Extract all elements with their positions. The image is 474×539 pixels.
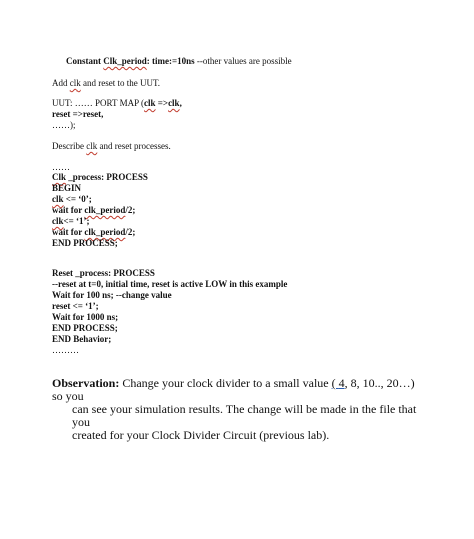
clk-word: clk [86,141,98,151]
wait-100-line: Wait for 100 ns; --change value [52,290,172,300]
reset-map-line: reset =>reset, [52,109,104,119]
constant-line [66,56,292,67]
reset-comment-line: --reset at t=0, initial time, reset is active LOW in this example [52,279,288,289]
clk-word: clk [168,98,180,108]
clk-process-header: Clk _process: PROCESS [52,172,148,182]
dots-line: …… [52,162,70,172]
reset-assign-line: reset <= ‘1’; [52,301,99,311]
clk-period-word: Clk_period [103,56,147,66]
uut-line: UUT: …… PORT MAP (clk =>clk, [52,98,182,108]
const-value: : time:=10ns [146,56,195,66]
clk-assign-1: clk<= ‘1’; [52,216,90,226]
begin-line: BEGIN [52,183,82,193]
observation-paragraph: Observation: Change your clock divider to a small value ( 4, 8, 10.., 20…) so you can see your simulation results. The change will be made in the file that you created for your Clock Divider Circuit (previous lab). [52,377,424,442]
wait-1000-line: Wait for 1000 ns; [52,312,119,322]
end-process-line: END PROCESS; [52,323,118,333]
reset-process-header: Reset _process: PROCESS [52,268,155,278]
close-map-line: ……); [52,120,76,130]
clk-word: clk [69,78,81,88]
observation-label: Observation: [52,376,120,390]
describe-line: Describe clk and reset processes. [52,141,171,151]
observation-line-2: can see your simulation results. The change will be made in the file that you [72,402,417,429]
clk-word: clk [144,98,156,108]
end-behavior-line: END Behavior; [52,334,112,344]
observation-line-3: created for your Clock Divider Circuit (previous lab). [72,428,330,442]
clk-assign-0: clk <= ‘0’; [52,194,92,204]
add-line: Add clk and reset to the UUT. [52,78,161,88]
dots-line: ……… [52,345,79,355]
wait-line-1: wait for clk_period/2; [52,205,136,215]
const-comment: --other values are possible [194,56,292,66]
wait-line-2: wait for clk_period/2; [52,227,136,237]
end-process-line: END PROCESS; [52,238,118,248]
const-text: Constant [66,56,104,66]
